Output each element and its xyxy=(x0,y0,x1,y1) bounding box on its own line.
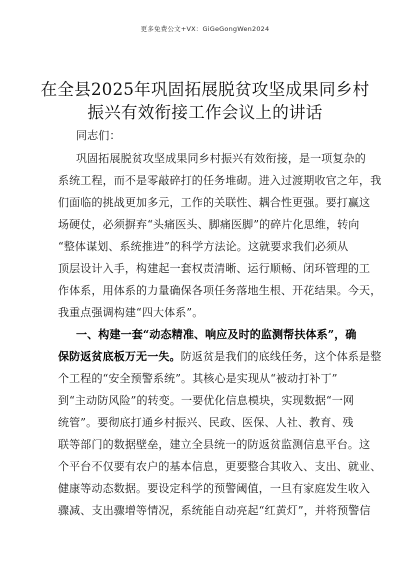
section1-line: 个平台不仅要有农户的基本信息，更要整合其收入、支出、就业、 xyxy=(58,460,382,473)
section1-line: 个工程的“安全预警系统”。其核心是实现从“被动打补丁” xyxy=(58,372,338,385)
paragraph-line: 们面临的挑战更加多元，工作的关联性、耦合性更强。要打赢这 xyxy=(58,196,371,209)
section1-line: 到“主动防风险”的转变。一要优化信息模块，实现数据“一网 xyxy=(58,394,355,407)
paragraph-line: 场硬仗，必须摒弃“头痛医头、脚痛医脚”的碎片化思维，转向 xyxy=(58,218,360,231)
paragraph-line: “整体谋划、系统推进”的科学方法论。这就要求我们必须从 xyxy=(58,240,349,253)
header-promo-note: 更多免费公文+VX：GiGeGongWen2024 xyxy=(140,25,270,33)
section1-line: 健康等动态数据。要设定科学的预警阈值，一旦有家庭发生收入 xyxy=(58,482,371,495)
paragraph-line: 系统工程，而不是零敲碎打的任务堆砌。进入过渡期收官之年，我 xyxy=(58,174,382,187)
section1-line: 统管”。要彻底打通乡村振兴、民政、医保、人社、教育、残 xyxy=(58,416,354,429)
section1-line: 联等部门的数据壁垒，建立全县统一的防返贫监测信息平台。这 xyxy=(58,438,371,451)
section1-heading-line-2 xyxy=(58,346,382,369)
section1-line: 骤减、支出骤增等情况，系统能自动亮起“红黄灯”，并将预警信 xyxy=(58,504,371,517)
paragraph-line: 我重点强调构建“四大体系”。 xyxy=(58,306,204,319)
section1-text: 防返贫是我们的底线任务，这个体系是整 xyxy=(180,350,382,363)
document-title-line-1: 在全县2025年巩固拓展脱贫攻坚成果同乡村 xyxy=(40,80,370,99)
section1-heading-bold: 保防返贫底板万无一失。 xyxy=(58,350,181,363)
document-title-line-2: 振兴有效衔接工作会议上的讲话 xyxy=(87,103,323,122)
paragraph-line: 顶层设计入手，构建起一套权责清晰、运行顺畅、闭环管理的工 xyxy=(58,262,371,275)
greeting: 同志们： xyxy=(76,129,121,142)
section1-heading-line-1: 一、构建一套“动态精准、响应及时的监测帮扶体系”，确 xyxy=(76,328,357,341)
paragraph-line: 作体系，用体系的力量确保各项任务落地生根、开花结果。今天， xyxy=(58,284,382,297)
paragraph-line: 巩固拓展脱贫攻坚成果同乡村振兴有效衔接，是一项复杂的 xyxy=(76,152,366,165)
